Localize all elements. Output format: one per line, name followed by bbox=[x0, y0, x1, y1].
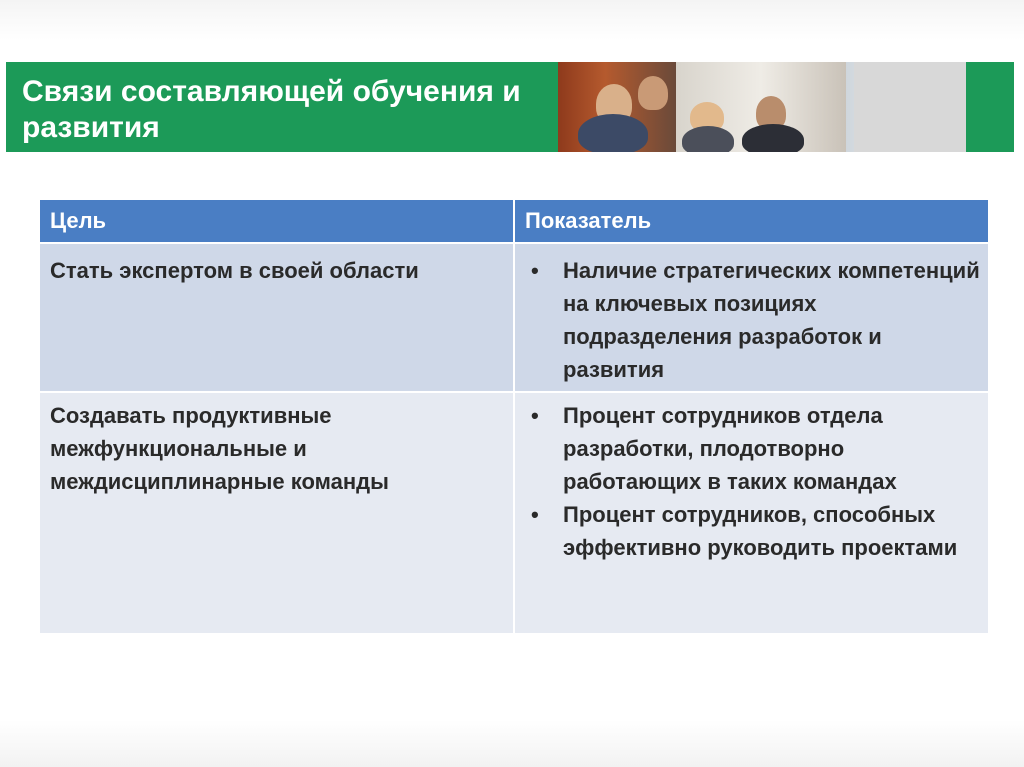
list-item bbox=[525, 399, 980, 498]
goals-table bbox=[40, 200, 988, 633]
grey-panel bbox=[854, 62, 966, 152]
table-row bbox=[40, 391, 988, 633]
indicator-list bbox=[525, 399, 980, 564]
goal-text: Создавать продуктивные межфункциональные и междисциплинарные команды bbox=[50, 403, 389, 494]
goal-cell bbox=[40, 244, 513, 391]
list-item bbox=[525, 254, 980, 386]
bullet-icon: • bbox=[531, 258, 539, 283]
title-banner bbox=[6, 62, 1014, 152]
table-header-row bbox=[40, 200, 988, 242]
indicator-cell bbox=[515, 393, 988, 633]
goal-cell bbox=[40, 393, 513, 633]
indicator-text: Процент сотрудников отдела разработки, плодотворно работающих в таких командах bbox=[563, 403, 897, 494]
list-item bbox=[525, 498, 980, 564]
table-row bbox=[40, 242, 988, 391]
indicator-text: Процент сотрудников, способных эффективно руководить проектами bbox=[563, 502, 958, 560]
slide-title: Связи составляющей обучения и развития bbox=[22, 75, 521, 144]
team-photo-2 bbox=[676, 62, 846, 152]
bullet-icon: • bbox=[531, 502, 539, 527]
team-photo-1 bbox=[558, 62, 676, 152]
indicator-text: Наличие стратегических компетенций на ключевых позициях подразделения разработок и развития bbox=[563, 258, 980, 382]
goal-text: Стать экспертом в своей области bbox=[50, 258, 419, 283]
header-indicator: Показатель bbox=[515, 200, 988, 242]
indicator-list bbox=[525, 254, 980, 386]
header-goal: Цель bbox=[40, 200, 513, 242]
bullet-icon: • bbox=[531, 403, 539, 428]
indicator-cell bbox=[515, 244, 988, 391]
